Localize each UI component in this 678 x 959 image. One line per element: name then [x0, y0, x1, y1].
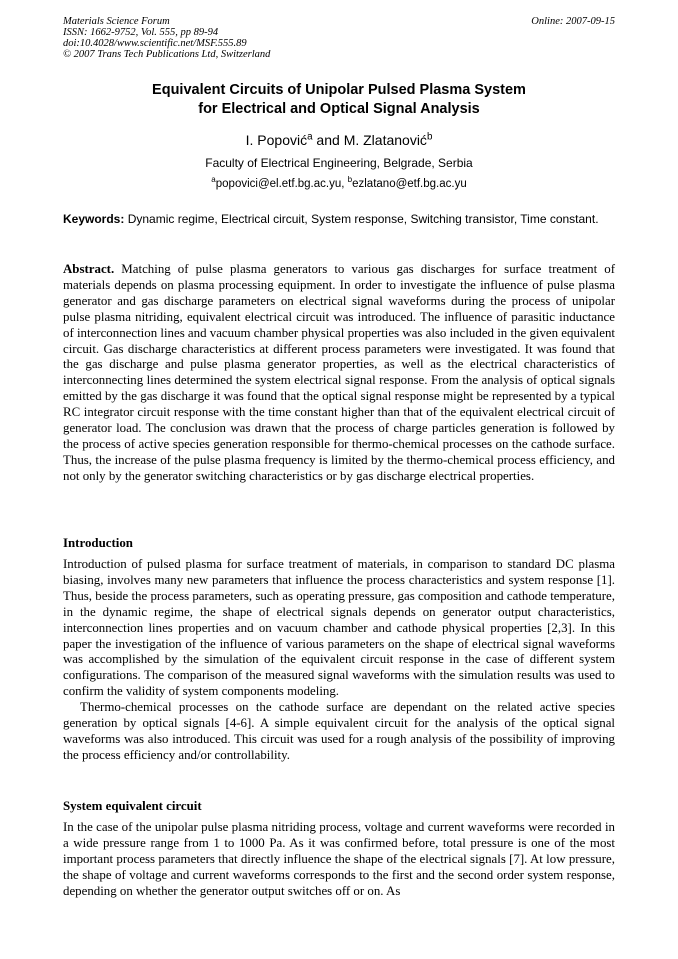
system-circuit-heading: System equivalent circuit — [63, 799, 202, 813]
abstract-label: Abstract. — [63, 262, 115, 276]
introduction-body — [63, 557, 615, 764]
authors — [63, 131, 615, 149]
author-2: M. Zlatanović — [343, 132, 427, 148]
introduction-paragraph-1: Introduction of pulsed plasma for surface treatment of materials, in comparison to standard DC plasma biasing, involves many new parameters that influence the process characteristics and system response [1]. Thus, beside the process parameters, such as operating pressure, gas composition and cathode temperature, in the dynamic regime, the shape of electrical signals depends on generator output characteristics, interconnection lines properties and on vacuum chamber and cathode physical properties [2,3]. In this paper the investigation of the influence of various parameters on the shape of electrical signal waveforms was accomplished by the simulation of the equivalent circuit response in the case of different system configurations. The comparison of the measured signal waveforms with the simulation results was used to confirm the validity of system components modeling. — [63, 557, 615, 699]
email-a: popovici@el.etf.bg.ac.yu, — [215, 178, 348, 190]
journal-name: Materials Science Forum — [63, 16, 170, 27]
introduction-paragraph-2: Thermo-chemical processes on the cathode surface are dependant on the related active species generation by optical signals [4-6]. A simple equivalent circuit for the analysis of the optical signal waveforms was also introduced. This circuit was used for a rough analysis of the possibility of improving the process efficiency and/or controllability. — [63, 700, 615, 762]
author-1: I. Popović — [245, 132, 308, 148]
keywords-text: Dynamic regime, Electrical circuit, System response, Switching transistor, Time constant. — [124, 212, 599, 226]
email-a-mark: a — [211, 175, 216, 185]
title-line-2: for Electrical and Optical Signal Analysis — [198, 101, 480, 117]
author-emails — [63, 176, 615, 192]
abstract-text: Matching of pulse plasma generators to various gas discharges for surface treatment of materials depends on plasma processing equipment. In order to investigate the influence of pulse plasma generator and gas discharge parameters on electrical signal waveforms during the process of unipolar pulse plasma nitriding, equivalent electrical circuit was introduced. The influence of parasitic inductance of interconnection lines and vacuum chamber physical properties was also included in the given equivalent circuit. Gas discharge characteristics at different process parameters were investigated. It was found that the gas discharge and pulse plasma generator properties, as well as the electrical characteristics of interconnecting lines determined the system electrical signal response. From the analysis of optical signals emitted by the gas discharge it was found that the optical signal response might be represented by a typical RC integrator circuit response with the time constant higher than that of the equivalent electrical circuit of generator load. The conclusion was drawn that the process of charge particles generation is followed by the process of active species generation responsible for thermo-chemical processes on the cathode surface. Thus, the increase of the pulse plasma frequency is limited by the thermo-chemical process efficiency, and not only by the generator switching characteristics or by gas discharge electrical properties. — [63, 262, 615, 483]
affiliation: Faculty of Electrical Engineering, Belgrade, Serbia — [205, 156, 473, 170]
keywords-label: Keywords: — [63, 212, 125, 226]
system-circuit-body — [63, 820, 615, 900]
keywords — [63, 211, 615, 227]
author-2-affiliation-mark: b — [426, 131, 433, 143]
abstract — [63, 262, 615, 485]
email-b: ezlatano@etf.bg.ac.yu — [352, 178, 467, 190]
journal-header — [63, 16, 615, 60]
doi-line: doi:10.4028/www.scientific.net/MSF.555.89 — [63, 38, 247, 49]
email-b-mark: b — [347, 175, 353, 185]
author-conjunction: and — [312, 132, 344, 148]
author-1-affiliation-mark: a — [307, 131, 313, 143]
title-line-1: Equivalent Circuits of Unipolar Pulsed Plasma System — [152, 82, 526, 98]
issn-line: ISSN: 1662-9752, Vol. 555, pp 89-94 — [63, 27, 219, 38]
paper-title — [63, 81, 615, 119]
copyright-line: © 2007 Trans Tech Publications Ltd, Switzerland — [63, 49, 271, 60]
system-circuit-paragraph-1: In the case of the unipolar pulse plasma nitriding process, voltage and current waveforms were recorded in a wide pressure range from 1 to 1000 Pa. As it was confirmed before, total pressure is one of the most important process parameters that directly influence the shape of the electrical signals [7]. At low pressure, the shape of voltage and current waveforms corresponds to the first and the second order system response, depending on whether the generator output switches off or on. As — [63, 820, 615, 898]
online-date: Online: 2007-09-15 — [531, 16, 615, 27]
introduction-heading: Introduction — [63, 536, 133, 550]
